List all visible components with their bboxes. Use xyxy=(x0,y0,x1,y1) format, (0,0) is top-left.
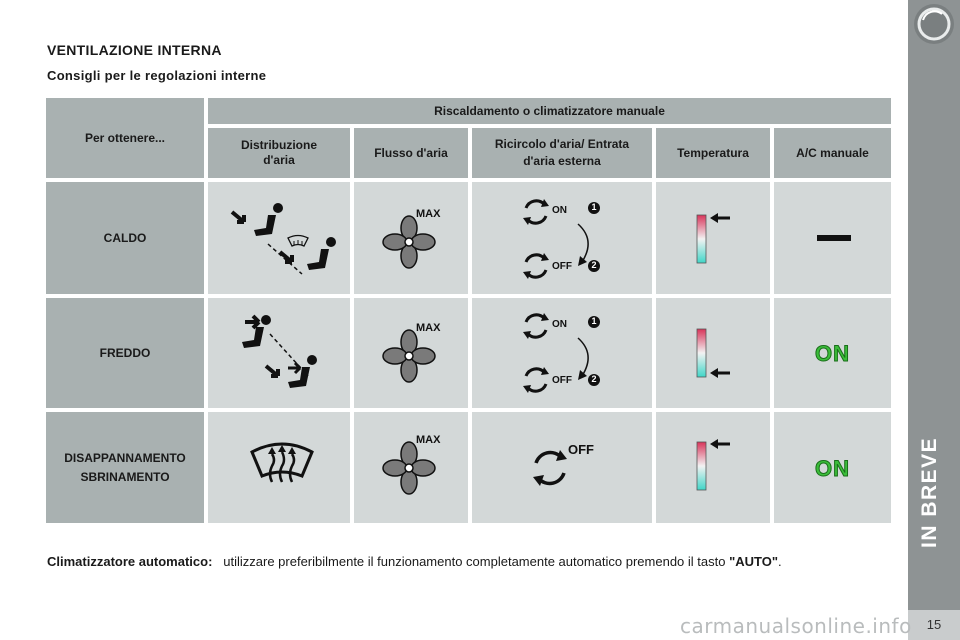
recirculation-cell xyxy=(472,182,652,294)
air-distribution-cell xyxy=(208,182,350,294)
step-2-badge: 2 xyxy=(591,374,597,384)
temperature-cell xyxy=(656,298,770,408)
group-header-label: Riscaldamento o climatizzatore manuale xyxy=(434,103,665,118)
page-title: VENTILAZIONE INTERNA xyxy=(47,42,222,58)
ac-off-dash xyxy=(817,235,851,241)
air-distribution-cell xyxy=(208,412,350,523)
watermark: carmanualsonline.info xyxy=(680,614,912,638)
air-flow-cell xyxy=(354,298,468,408)
footer-text: utilizzare preferibilmente il funzionamento completamente automatico premendo il tasto xyxy=(223,554,726,569)
corner-header-label: Per ottenere... xyxy=(84,130,166,145)
column-header-label: Distribuzione d'aria xyxy=(240,138,317,167)
air-distribution-face-feet-icon xyxy=(208,298,350,408)
temperature-cell xyxy=(656,412,770,523)
air-flow-cell xyxy=(354,412,468,523)
ac-on-label: ON xyxy=(815,455,850,481)
row-label-line-2: SBRINAMENTO xyxy=(80,469,170,484)
windscreen-defrost-icon xyxy=(208,412,350,523)
fan-icon xyxy=(354,182,468,294)
row-label-text: CALDO xyxy=(103,230,147,245)
column-header-label: Ricircolo d'aria/ Entrata d'aria esterna xyxy=(494,137,630,168)
recirculation-off-label: OFF xyxy=(552,261,572,272)
row-label-line-1: DISAPPANNAMENTO xyxy=(64,450,186,465)
fan-max-label: MAX xyxy=(416,208,441,220)
group-header xyxy=(208,98,891,124)
ac-cell xyxy=(774,412,891,523)
air-distribution-feet-windscreen-icon xyxy=(208,182,350,294)
column-header xyxy=(208,128,350,178)
recirculation-cell xyxy=(472,298,652,408)
row-label xyxy=(46,182,204,294)
footer-key: "AUTO" xyxy=(729,554,779,569)
footer-end: . xyxy=(778,554,782,569)
temperature-cell xyxy=(656,182,770,294)
footer-lead: Climatizzatore automatico: xyxy=(47,554,213,569)
footer-note xyxy=(47,554,892,569)
step-1-badge: 1 xyxy=(591,316,597,326)
row-label xyxy=(46,412,204,523)
column-header xyxy=(774,128,891,178)
recirculation-cell xyxy=(472,412,652,523)
fan-max-label: MAX xyxy=(416,434,441,446)
recirculation-off-label: OFF xyxy=(552,375,572,386)
page-subtitle: Consigli per le regolazioni interne xyxy=(47,68,267,83)
ac-on-label: ON xyxy=(815,341,850,366)
column-header-label: A/C manuale xyxy=(796,145,869,160)
column-header-label: Temperatura xyxy=(677,145,749,160)
row-label-text: FREDDO xyxy=(99,345,151,360)
recirculation-sequence-icon xyxy=(472,182,652,294)
row-label xyxy=(46,298,204,408)
recirculation-on-label: ON xyxy=(552,205,567,216)
section-label-text: IN BREVE xyxy=(918,436,941,548)
fan-icon xyxy=(354,412,468,523)
column-header xyxy=(656,128,770,178)
column-header-label: Flusso d'aria xyxy=(374,145,448,160)
air-flow-cell xyxy=(354,182,468,294)
temperature-hot-icon xyxy=(656,412,770,523)
column-header xyxy=(472,128,652,178)
column-header xyxy=(354,128,468,178)
ac-cell xyxy=(774,182,891,294)
page-number: 15 xyxy=(908,610,960,640)
air-distribution-cell xyxy=(208,298,350,408)
ac-cell xyxy=(774,298,891,408)
temperature-cold-icon xyxy=(656,298,770,408)
fan-icon xyxy=(354,298,468,408)
temperature-hot-icon xyxy=(656,182,770,294)
step-1-badge: 1 xyxy=(591,202,597,212)
corner-header xyxy=(46,98,204,178)
recirculation-off-label: OFF xyxy=(568,442,594,457)
brand-logo-icon xyxy=(914,4,954,44)
step-2-badge: 2 xyxy=(591,260,597,270)
recirculation-on-label: ON xyxy=(552,319,567,330)
recirculation-icon xyxy=(472,412,652,523)
recirculation-sequence-icon xyxy=(472,298,652,408)
fan-max-label: MAX xyxy=(416,322,441,334)
